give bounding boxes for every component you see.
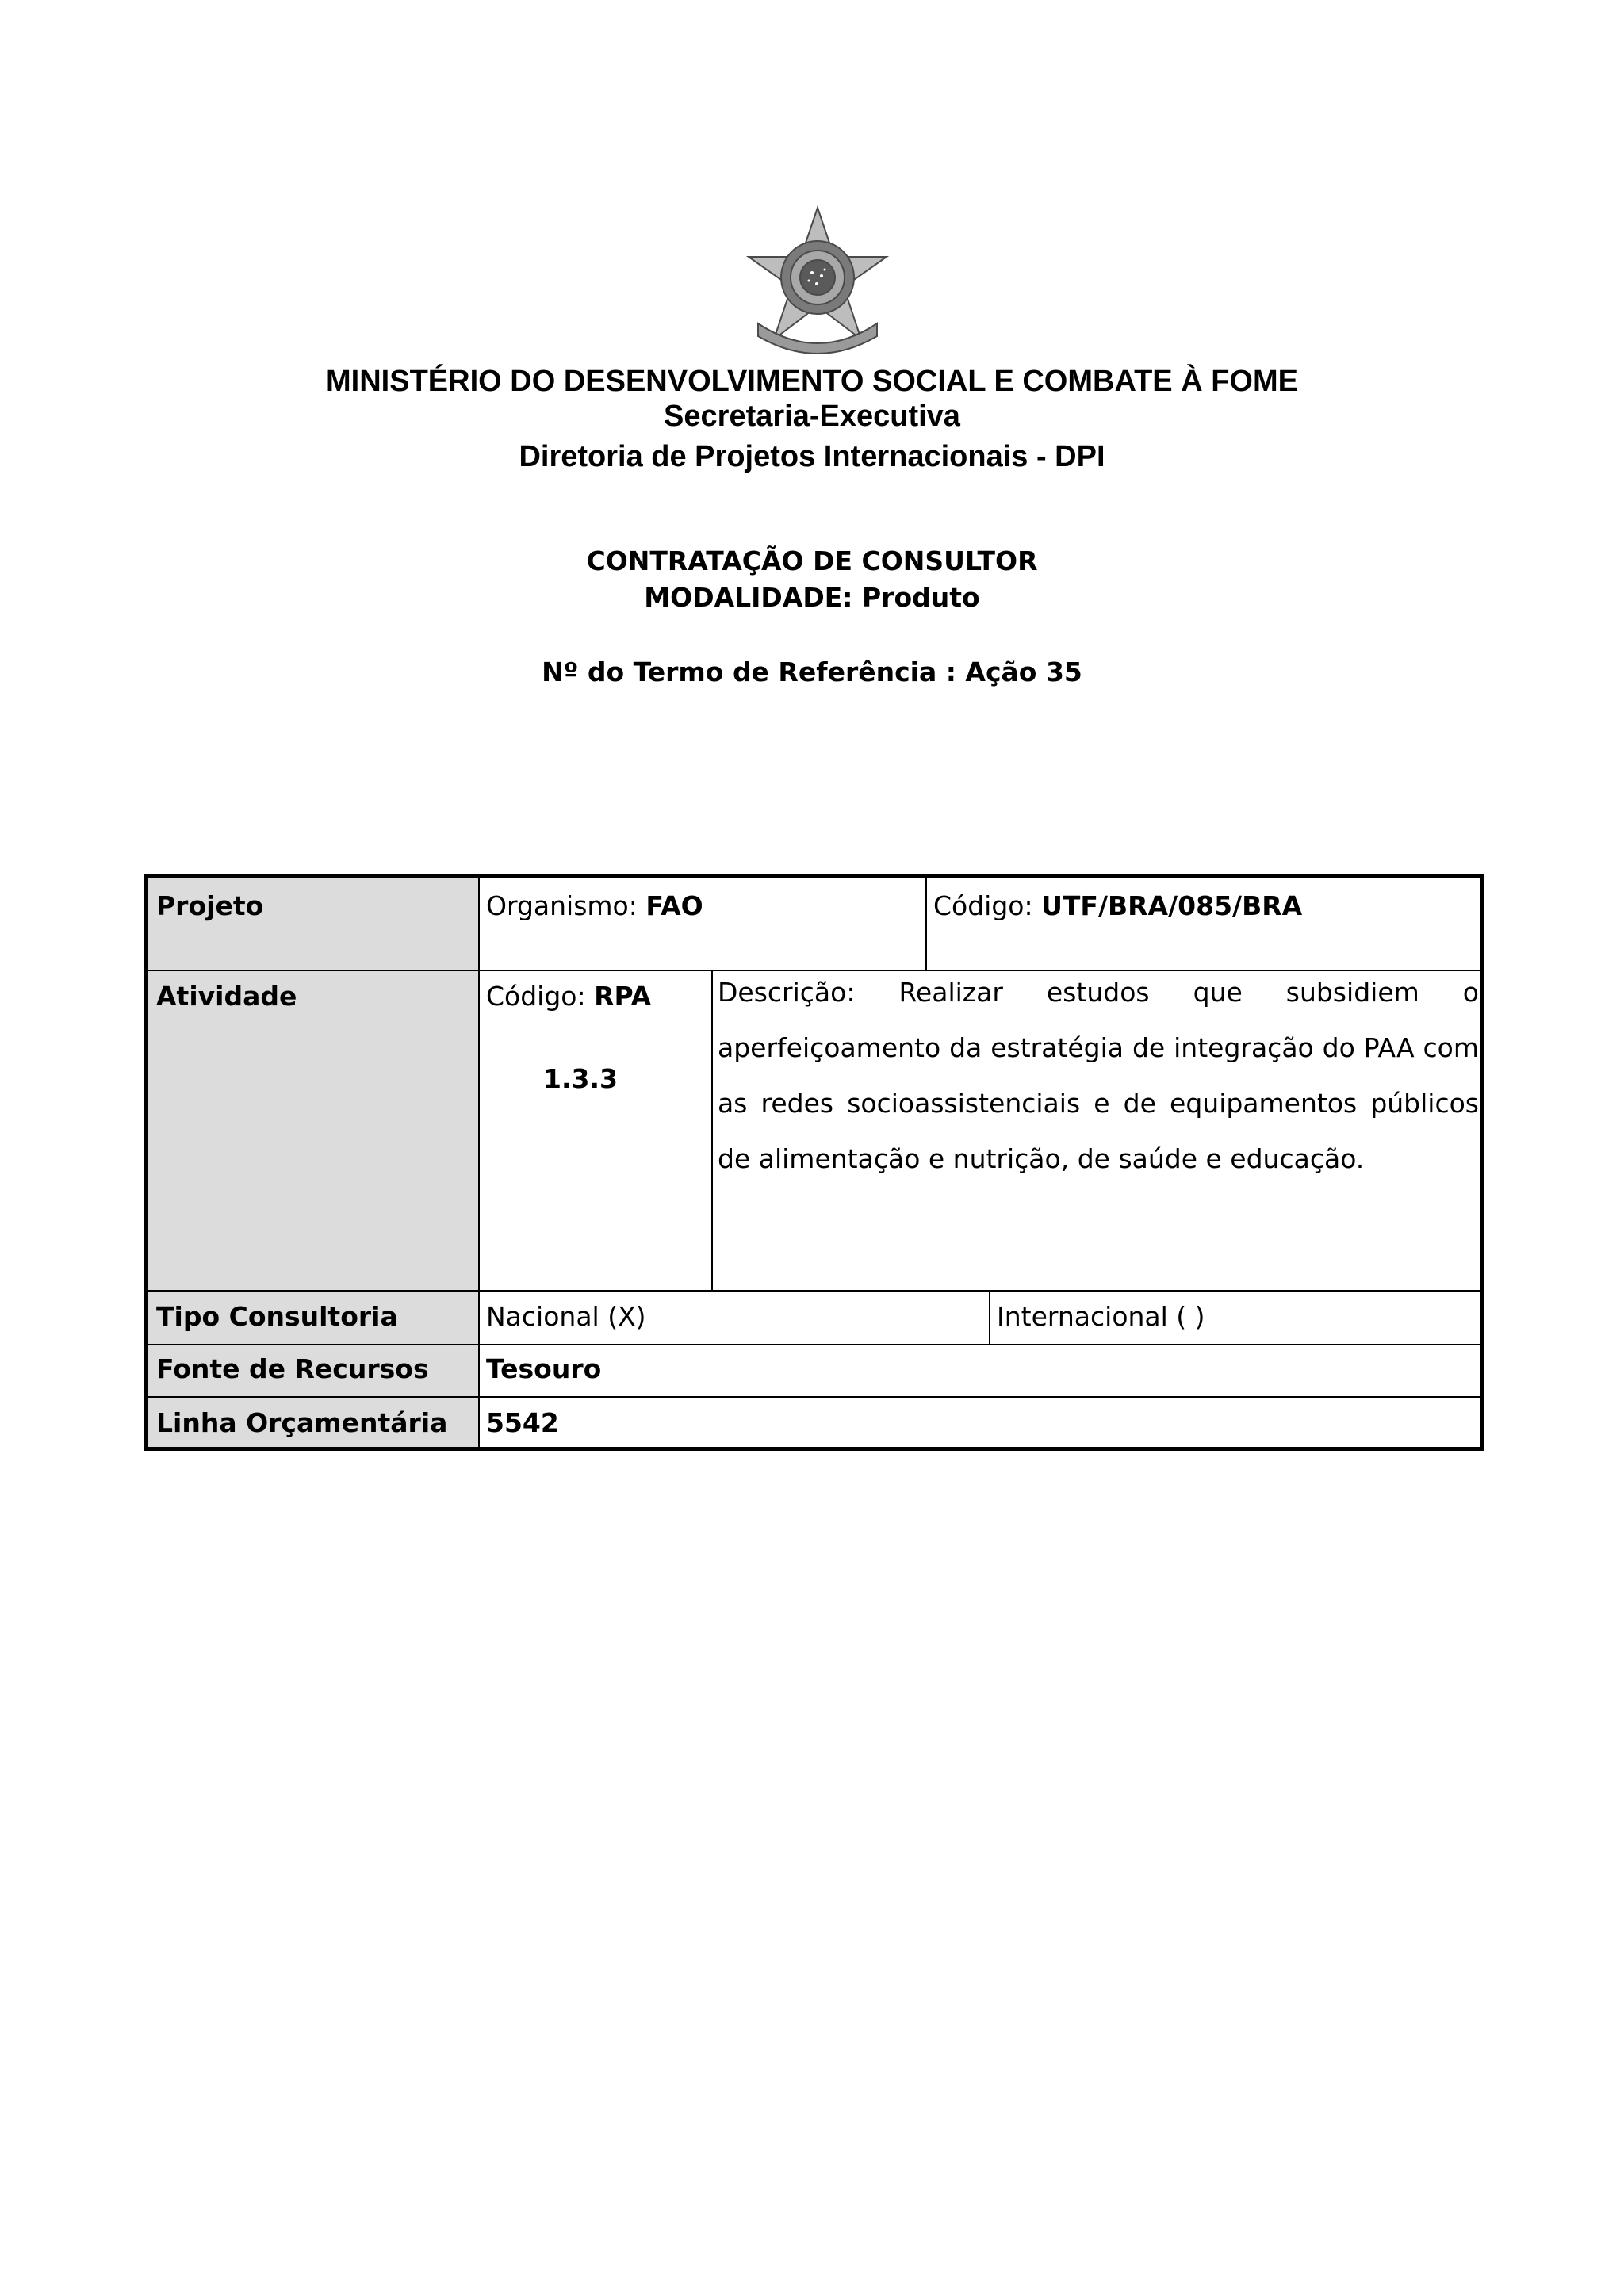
linha-orcamentaria-value: 5542 xyxy=(486,1407,559,1438)
projeto-codigo-prefix: Código: xyxy=(933,890,1042,921)
document-modality: MODALIDADE: Produto xyxy=(644,582,980,613)
projeto-codigo-value: UTF/BRA/085/BRA xyxy=(1041,890,1303,921)
linha-orcamentaria-label: Linha Orçamentária xyxy=(156,1407,448,1438)
ministry-heading: MINISTÉRIO DO DESENVOLVIMENTO SOCIAL E COMBATE À FOME xyxy=(326,365,1298,398)
grid-line xyxy=(148,1344,1480,1345)
secretariat-heading: Secretaria-Executiva xyxy=(664,400,960,433)
brazil-coat-of-arms-seal xyxy=(742,205,893,360)
atividade-codigo-number: 1.3.3 xyxy=(543,1063,618,1094)
fonte-recursos-value: Tesouro xyxy=(486,1353,602,1384)
grid-line xyxy=(148,1396,1480,1398)
tipo-consultoria-label: Tipo Consultoria xyxy=(156,1301,398,1332)
projeto-label: Projeto xyxy=(156,890,264,921)
tipo-internacional: Internacional ( ) xyxy=(997,1301,1205,1332)
atividade-codigo-prefix: Código: xyxy=(486,981,595,1012)
atividade-label: Atividade xyxy=(156,981,297,1012)
grid-line xyxy=(478,878,480,1447)
organismo-value: FAO xyxy=(645,890,703,921)
fonte-recursos-label: Fonte de Recursos xyxy=(156,1353,429,1384)
atividade-codigo-cell xyxy=(486,981,651,1012)
projeto-codigo-cell xyxy=(933,890,1302,921)
atividade-descricao: Descrição: Realizar estudos que subsidiem o aperfeiçoamento da estratégia de integração do PAA com as redes socioassistenciais e de equipamentos públicos de alimentação e nutrição, de saúde e educação. xyxy=(718,977,1479,1174)
grid-line xyxy=(711,970,713,1290)
grid-line xyxy=(925,878,927,970)
grid-line xyxy=(148,1290,1480,1292)
document-title: CONTRATAÇÃO DE CONSULTOR xyxy=(586,545,1038,576)
directorate-heading: Diretoria de Projetos Internacionais - DPI xyxy=(519,440,1105,473)
tipo-nacional: Nacional (X) xyxy=(486,1301,646,1332)
project-info-table xyxy=(144,874,1484,1451)
atividade-codigo-value: RPA xyxy=(594,981,652,1012)
reference-number: Nº do Termo de Referência : Ação 35 xyxy=(542,656,1082,687)
organismo-cell xyxy=(486,890,703,921)
grid-line xyxy=(989,1290,990,1344)
organismo-prefix: Organismo: xyxy=(486,890,646,921)
